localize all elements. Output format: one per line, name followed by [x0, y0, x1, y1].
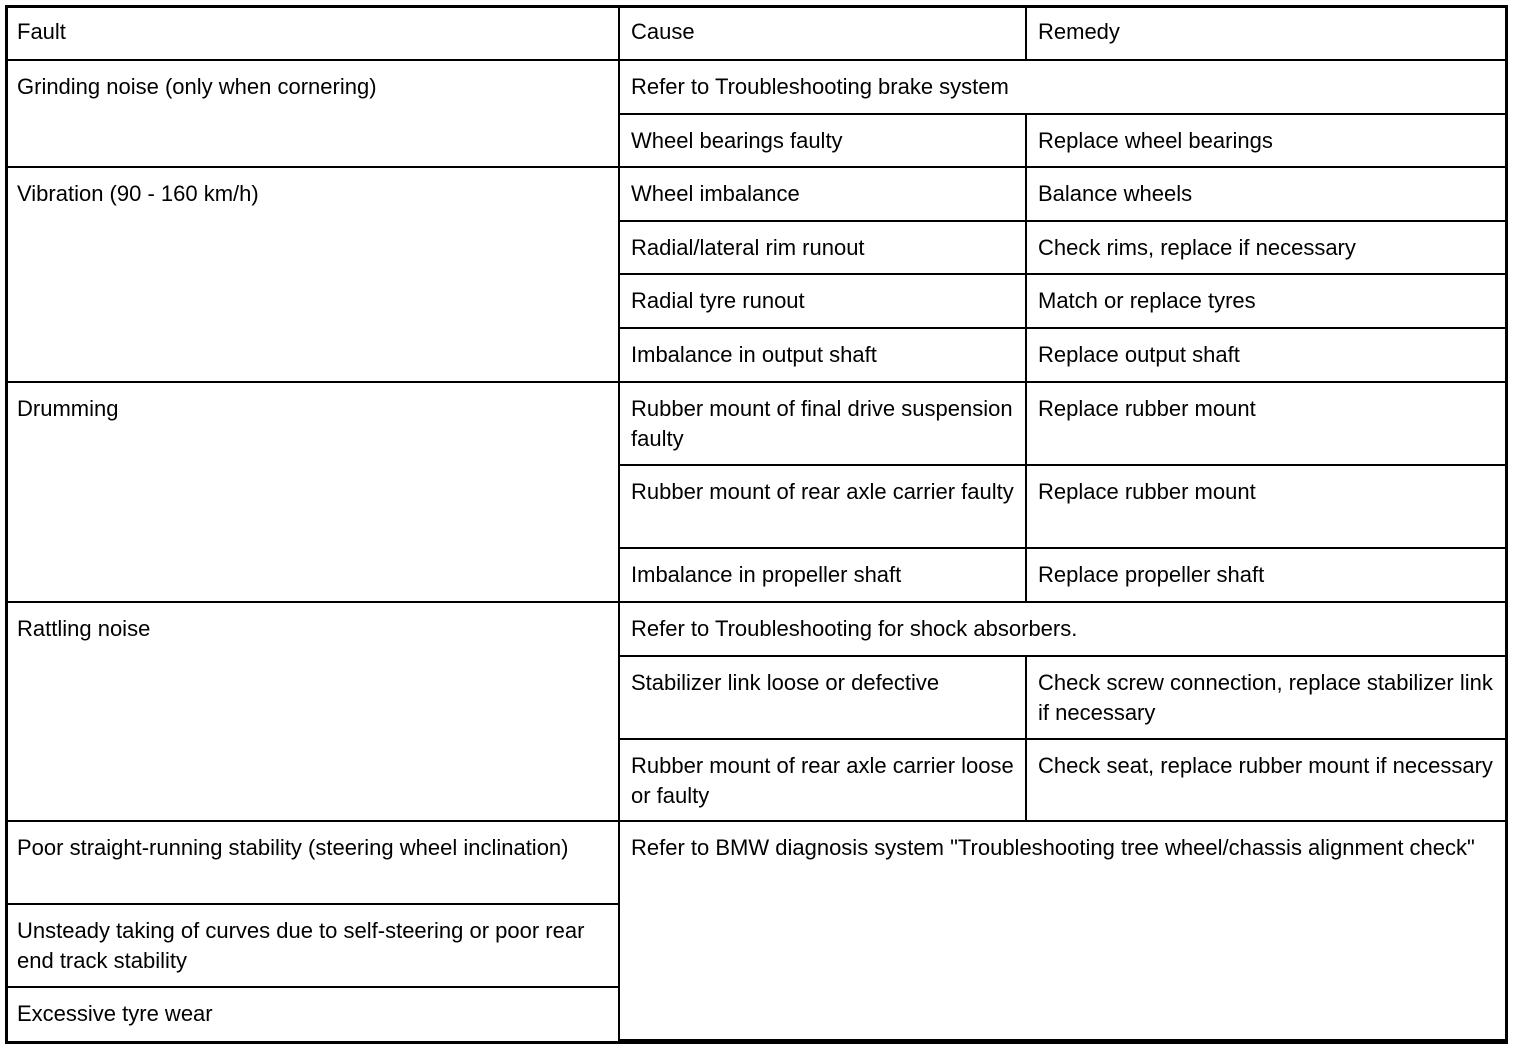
fault-cell: Rattling noise: [6, 602, 619, 821]
table-row: [6, 602, 1507, 656]
cause-cell: Wheel bearings faulty: [619, 114, 1026, 167]
remedy-cell: Replace wheel bearings: [1026, 114, 1507, 167]
table-row: [6, 167, 1507, 221]
remedy-cell: Check screw connection, replace stabilizer link if necessary: [1026, 656, 1507, 739]
cause-cell: Wheel imbalance: [619, 167, 1026, 221]
table-row: [6, 821, 1507, 904]
cause-cell: Rubber mount of final drive suspension faulty: [619, 382, 1026, 465]
fault-cell: Vibration (90 - 160 km/h): [6, 167, 619, 382]
remedy-cell: Replace rubber mount: [1026, 465, 1507, 548]
fault-cell: Drumming: [6, 382, 619, 602]
fault-cell: Unsteady taking of curves due to self-steering or poor rear end track stability: [6, 904, 619, 987]
remedy-cell: Balance wheels: [1026, 167, 1507, 221]
cause-cell: Refer to Troubleshooting brake system: [619, 60, 1507, 114]
header-remedy: Remedy: [1026, 6, 1507, 60]
fault-cell: Excessive tyre wear: [6, 987, 619, 1040]
fault-cell: Poor straight-running stability (steering wheel inclination): [6, 821, 619, 904]
cause-cell: Refer to Troubleshooting for shock absorbers.: [619, 602, 1507, 656]
header-cause: Cause: [619, 6, 1026, 60]
cause-cell: Rubber mount of rear axle carrier loose or faulty: [619, 739, 1026, 821]
remedy-cell: Check rims, replace if necessary: [1026, 221, 1507, 274]
remedy-cell: Replace output shaft: [1026, 328, 1507, 382]
table-row: [6, 60, 1507, 114]
remedy-cell: Check seat, replace rubber mount if necessary: [1026, 739, 1507, 821]
cause-cell: Radial tyre runout: [619, 274, 1026, 328]
cause-cell: Radial/lateral rim runout: [619, 221, 1026, 274]
header-row: [6, 6, 1507, 60]
fault-cell: Grinding noise (only when cornering): [6, 60, 619, 167]
cause-cell: Stabilizer link loose or defective: [619, 656, 1026, 739]
remedy-cell: Replace rubber mount: [1026, 382, 1507, 465]
cause-cell: Imbalance in output shaft: [619, 328, 1026, 382]
troubleshooting-table: [6, 6, 1507, 1041]
remedy-cell: Replace propeller shaft: [1026, 548, 1507, 602]
remedy-cell: Match or replace tyres: [1026, 274, 1507, 328]
header-fault: Fault: [6, 6, 619, 60]
cause-cell: Refer to BMW diagnosis system "Troubleshooting tree wheel/chassis alignment check": [619, 821, 1507, 1040]
cause-cell: Rubber mount of rear axle carrier faulty: [619, 465, 1026, 548]
cause-cell: Imbalance in propeller shaft: [619, 548, 1026, 602]
table-row: [6, 382, 1507, 465]
